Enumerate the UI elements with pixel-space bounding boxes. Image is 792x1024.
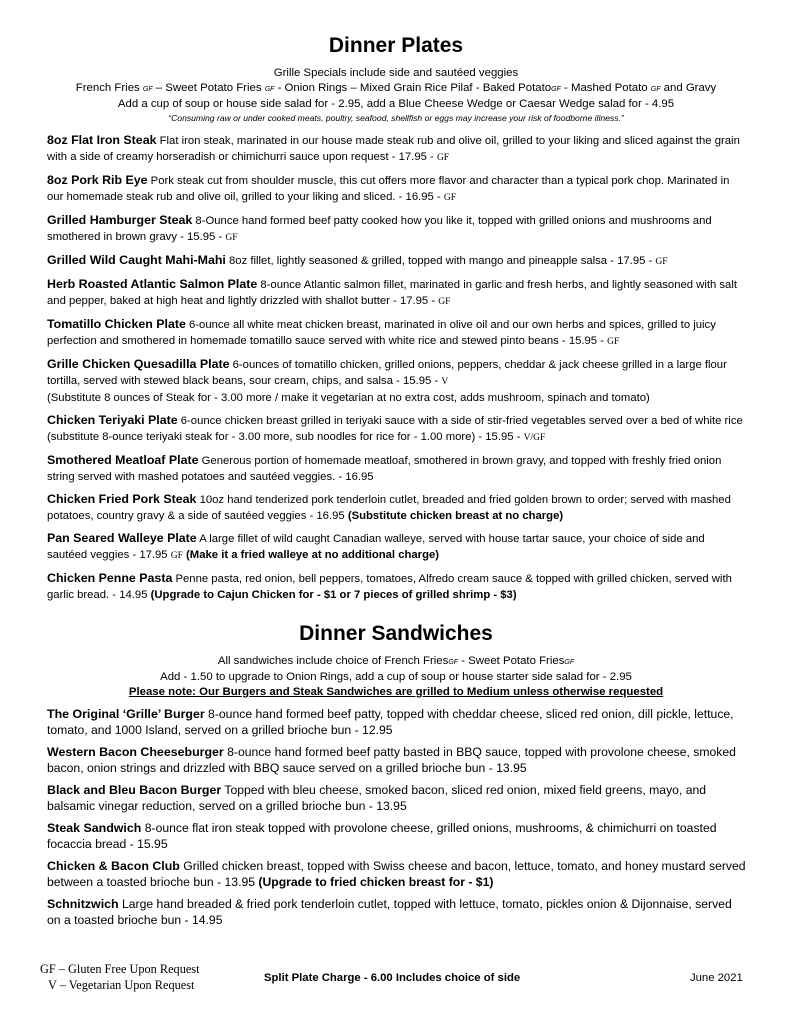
menu-item-name: Schnitzwich — [47, 897, 119, 911]
gf-mark: GF — [551, 86, 561, 93]
side-text: – Sweet Potato Fries — [152, 82, 265, 94]
menu-item — [47, 858, 747, 890]
legend-gf: GF – Gluten Free Upon Request — [40, 962, 200, 976]
menu-item — [47, 316, 747, 350]
menu-item-description: 10oz hand tenderized pork tenderloin cutlet, breaded and fried golden brown to order; served with mashed potatoes, country gravy & a side of sautéed veggies - 16.95 — [47, 494, 731, 522]
plate-items-list — [47, 132, 747, 603]
menu-item-description: Grilled chicken breast, topped with Swiss cheese and bacon, lettuce, tomato, and honey mustard served between a toasted brioche bun - 13.95 — [47, 859, 746, 889]
dietary-tag: GF — [170, 551, 183, 561]
dietary-tag: GF — [436, 153, 450, 163]
dietary-legend — [40, 961, 200, 993]
menu-item-description: Large hand breaded & fried pork tenderloin cutlet, topped with lettuce, tomato, pickles onion & Dijonnaise, served on a toasted brioche bun - 14.95 — [47, 897, 732, 927]
menu-item-name: Chicken Fried Pork Steak — [47, 492, 197, 506]
side-text: French Fries — [75, 82, 143, 94]
menu-item-upgrade-note: (Upgrade to fried chicken breast for - $1) — [258, 875, 494, 889]
menu-item-description: A large fillet of wild caught Canadian walleye, served with house tartar sauce, your choice of side and sautéed veggies - 17.95 — [47, 533, 705, 561]
menu-item-name: Tomatillo Chicken Plate — [47, 317, 186, 331]
menu-item — [47, 276, 747, 310]
dietary-tag: GF — [225, 233, 238, 243]
menu-item-description: 8oz fillet, lightly seasoned & grilled, topped with mango and pineapple salsa - 17.95 - — [225, 255, 656, 267]
menu-item — [47, 252, 747, 270]
menu-item-name: Chicken Teriyaki Plate — [47, 413, 178, 427]
plates-sides-list — [0, 81, 792, 97]
menu-item-description: Pork steak cut from shoulder muscle, this cut offers more flavor and character than a typical pork chop. Marinated in our homemade steak rub and olive oil, grilled to your liking and sliced. - 16.95 - — [47, 175, 730, 203]
gf-mark: GF — [142, 86, 153, 93]
dietary-tag: GF — [443, 193, 457, 203]
dinner-plates-section — [0, 34, 792, 609]
menu-item-description: Topped with bleu cheese, smoked bacon, sliced red onion, mixed field greens, mayo, and balsamic vinegar reduction, served on a grilled brioche bun - 13.95 — [47, 783, 707, 813]
plates-add-ons: Add a cup of soup or house side salad for - 2.95, add a Blue Cheese Wedge or Caesar Wedge salad for - 4.95 — [117, 98, 675, 110]
menu-item-description: 6-ounces of tomatillo chicken, grilled onions, peppers, cheddar & jack cheese grilled in a large flour tortilla, served with stewed black beans, sour cream, chips, and salsa - 15.95 - — [47, 359, 727, 387]
menu-item-description: 8-ounce flat iron steak topped with provolone cheese, grilled onions, mushrooms, & chimichurri on toasted focaccia bread - 15.95 — [47, 821, 717, 851]
menu-date: June 2021 — [690, 972, 743, 984]
menu-item — [47, 412, 747, 446]
menu-item-name: Chicken Penne Pasta — [47, 571, 173, 585]
menu-item-description: 8-ounce Atlantic salmon fillet, marinated in garlic and fresh herbs, and lightly seasoned with salt and pepper, baked at high heat and lightly drizzled with shallot butter - 17.95 - — [47, 279, 737, 307]
menu-item-name: Pan Seared Walleye Plate — [47, 531, 197, 545]
sandwiches-upgrade-note: Add - 1.50 to upgrade to Onion Rings, add a cup of soup or house starter side salad for - 2.95 — [160, 671, 632, 683]
menu-item — [47, 820, 747, 852]
gf-mark: GF — [564, 659, 575, 666]
gf-mark: GF — [448, 659, 459, 666]
gf-mark: GF — [264, 86, 275, 93]
menu-item — [47, 530, 747, 564]
menu-item-name: Smothered Meatloaf Plate — [47, 453, 199, 467]
menu-item — [47, 356, 747, 406]
menu-item — [47, 896, 747, 928]
menu-item-description: 8-ounce hand formed beef patty, topped with cheddar cheese, sliced red onion, dill pickle, lettuce, tomato, and 1000 Island, served on a grilled brioche bun - 12.95 — [47, 707, 734, 737]
menu-item-description: 6-ounce chicken breast grilled in teriyaki sauce with a side of stir-fried vegetables served over a bed of white rice (substitute 8-ounce teriyaki steak for - 3.00 more, sub noodles for rice for - 1.00 more) - 15.95 - — [47, 415, 743, 443]
menu-item-description: Flat iron steak, marinated in our house made steak rub and olive oil, grilled to your liking and sliced against the grain with a side of creamy horseradish or chimichurri sauce upon request - 17.95 - — [47, 135, 740, 163]
dietary-tag: GF — [607, 337, 620, 347]
menu-item-description: 8-Ounce hand formed beef patty cooked how you like it, topped with grilled onions and mushrooms and smothered in brown gravy - 15.95 - — [47, 215, 712, 243]
dinner-plates-title: Dinner Plates — [328, 34, 464, 57]
menu-item-name: Grilled Wild Caught Mahi-Mahi — [47, 253, 226, 267]
menu-item — [47, 782, 747, 814]
side-text: and Gravy — [660, 82, 717, 94]
menu-item-name: Chicken & Bacon Club — [47, 859, 180, 873]
menu-item-description: Generous portion of homemade meatloaf, smothered in brown gravy, and topped with freshly fried onion string served with mashed potatoes and sautéed veggies. - 16.95 — [47, 455, 722, 483]
intro-text: All sandwiches include choice of French Fries — [217, 655, 449, 667]
menu-item-name: Grilled Hamburger Steak — [47, 213, 193, 227]
menu-item-name: Grille Chicken Quesadilla Plate — [47, 357, 230, 371]
menu-footer — [0, 961, 792, 1001]
plates-intro-sides-note: Grille Specials include side and sautéed veggies — [273, 67, 519, 79]
menu-item-description: 6-ounce all white meat chicken breast, marinated in olive oil and our own herbs and spices, grilled to juicy perfection and smothered in homemade tomatillo sauce served with white rice and stewed pinto beans - 15.95 - — [47, 319, 716, 347]
menu-item-name: 8oz Pork Rib Eye — [47, 173, 148, 187]
menu-item-upgrade-note: (Upgrade to Cajun Chicken for - $1 or 7 pieces of grilled shrimp - $3) — [150, 589, 517, 601]
menu-item — [47, 132, 747, 166]
grill-temperature-notice: Please note: Our Burgers and Steak Sandwiches are grilled to Medium unless otherwise requested — [128, 686, 664, 698]
menu-item-name: Western Bacon Cheeseburger — [47, 745, 224, 759]
sandwich-items-list — [47, 706, 747, 928]
sandwiches-intro — [0, 654, 792, 670]
legend-v: V – Vegetarian Upon Request — [48, 978, 195, 992]
menu-item-substitution: (Substitute 8 ounces of Steak for - 3.00 more / make it vegetarian at no extra cost, adds mushroom, spinach and tomato) — [47, 392, 650, 404]
consumer-warning: “Consuming raw or under cooked meats, poultry, seafood, shellfish or eggs may increase your risk of foodborne illness.” — [168, 113, 624, 123]
menu-item-name: Black and Bleu Bacon Burger — [47, 783, 222, 797]
menu-item-description: 8-ounce hand formed beef patty basted in BBQ sauce, topped with provolone cheese, smoked bacon, onion strings and drizzled with BBQ sauce served on a grilled brioche bun - 13.95 — [47, 745, 736, 775]
menu-item — [47, 570, 747, 603]
menu-item-name: 8oz Flat Iron Steak — [47, 133, 157, 147]
menu-item — [47, 491, 747, 524]
dietary-tag: V/GF — [523, 433, 546, 443]
menu-item — [47, 744, 747, 776]
menu-item-name: The Original ‘Grille’ Burger — [47, 707, 205, 721]
menu-item — [47, 706, 747, 738]
dinner-sandwiches-title: Dinner Sandwiches — [299, 622, 493, 645]
menu-item-upgrade-note: (Make it a fried walleye at no additional charge) — [182, 549, 440, 561]
side-text: - Mashed Potato — [560, 82, 651, 94]
menu-item — [47, 172, 747, 206]
menu-item-upgrade-note: (Substitute chicken breast at no charge) — [347, 510, 564, 522]
menu-item — [47, 212, 747, 246]
side-text: - Onion Rings – Mixed Grain Rice Pilaf - Baked Potato — [274, 82, 552, 94]
dietary-tag: GF — [438, 297, 451, 307]
dietary-tag: GF — [655, 257, 668, 267]
menu-item-name: Steak Sandwich — [47, 821, 142, 835]
menu-item-name: Herb Roasted Atlantic Salmon Plate — [47, 277, 258, 291]
dietary-tag: V — [441, 377, 449, 387]
split-plate-charge: Split Plate Charge - 6.00 Includes choice of side — [264, 972, 521, 984]
intro-text: - Sweet Potato Fries — [458, 655, 565, 667]
dinner-sandwiches-section — [0, 622, 792, 934]
menu-item-description: Penne pasta, red onion, bell peppers, tomatoes, Alfredo cream sauce & topped with grilled chicken, served with garlic bread. - 14.95 — [47, 573, 732, 601]
menu-item — [47, 452, 747, 485]
gf-mark: GF — [650, 86, 661, 93]
